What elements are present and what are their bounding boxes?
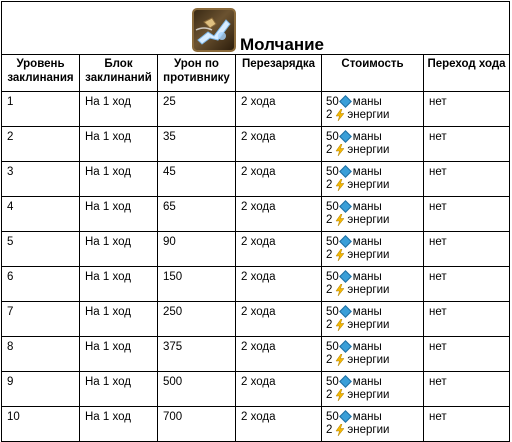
header-block: Блок заклинаний <box>80 55 158 92</box>
cell-level: 7 <box>2 302 80 337</box>
lightning-icon <box>335 389 345 401</box>
cell-block: На 1 ход <box>80 267 158 302</box>
cell-damage: 90 <box>158 232 236 267</box>
header-turn: Переход хода <box>424 55 510 92</box>
energy-value: 2 <box>326 353 333 366</box>
energy-cost <box>326 248 423 261</box>
table-row <box>2 127 510 162</box>
cell-level: 8 <box>2 337 80 372</box>
energy-label: энергии <box>347 143 390 156</box>
mana-value: 50 <box>326 305 339 318</box>
energy-cost <box>326 318 423 331</box>
cell-cost <box>322 407 424 442</box>
cell-damage: 150 <box>158 267 236 302</box>
cell-block: На 1 ход <box>80 372 158 407</box>
mana-cost <box>326 375 423 388</box>
mana-cost <box>326 95 423 108</box>
mana-crystal-icon <box>339 200 352 213</box>
mana-crystal-icon <box>339 270 352 283</box>
mana-cost <box>326 305 423 318</box>
cell-damage: 375 <box>158 337 236 372</box>
table-row <box>2 232 510 267</box>
mana-cost <box>326 200 423 213</box>
cell-cost <box>322 197 424 232</box>
cell-cost <box>322 337 424 372</box>
cell-turn: нет <box>424 407 510 442</box>
mana-value: 50 <box>326 340 339 353</box>
energy-value: 2 <box>326 213 333 226</box>
energy-value: 2 <box>326 423 333 436</box>
mana-label: маны <box>352 235 382 248</box>
mana-value: 50 <box>326 235 339 248</box>
cell-cost <box>322 232 424 267</box>
mana-cost <box>326 165 423 178</box>
cell-block: На 1 ход <box>80 162 158 197</box>
cell-damage: 700 <box>158 407 236 442</box>
cell-turn: нет <box>424 92 510 127</box>
mana-label: маны <box>352 340 382 353</box>
cell-level: 9 <box>2 372 80 407</box>
header-row <box>2 55 510 92</box>
energy-value: 2 <box>326 388 333 401</box>
mana-label: маны <box>352 130 382 143</box>
mana-label: маны <box>352 165 382 178</box>
cell-block: На 1 ход <box>80 337 158 372</box>
mana-crystal-icon <box>339 340 352 353</box>
cell-level: 10 <box>2 407 80 442</box>
mana-crystal-icon <box>339 375 352 388</box>
cell-turn: нет <box>424 197 510 232</box>
mana-crystal-icon <box>339 305 352 318</box>
cell-turn: нет <box>424 232 510 267</box>
cell-turn: нет <box>424 302 510 337</box>
energy-label: энергии <box>347 423 390 436</box>
cell-level: 2 <box>2 127 80 162</box>
cell-cost <box>322 127 424 162</box>
cell-level: 3 <box>2 162 80 197</box>
cell-turn: нет <box>424 162 510 197</box>
cell-cooldown: 2 хода <box>236 337 322 372</box>
cell-block: На 1 ход <box>80 407 158 442</box>
energy-value: 2 <box>326 248 333 261</box>
mana-label: маны <box>352 200 382 213</box>
cell-cooldown: 2 хода <box>236 92 322 127</box>
header-cost: Стоимость <box>322 55 424 92</box>
silence-spell-icon <box>192 8 236 52</box>
cell-cooldown: 2 хода <box>236 302 322 337</box>
energy-cost <box>326 108 423 121</box>
mana-cost <box>326 340 423 353</box>
energy-cost <box>326 388 423 401</box>
cell-cost <box>322 92 424 127</box>
cell-cooldown: 2 хода <box>236 127 322 162</box>
mana-cost <box>326 270 423 283</box>
cell-level: 1 <box>2 92 80 127</box>
cell-damage: 65 <box>158 197 236 232</box>
lightning-icon <box>335 284 345 296</box>
mana-value: 50 <box>326 200 339 213</box>
cell-cooldown: 2 хода <box>236 407 322 442</box>
mana-cost <box>326 410 423 423</box>
energy-cost <box>326 353 423 366</box>
energy-value: 2 <box>326 318 333 331</box>
cell-cost <box>322 372 424 407</box>
energy-label: энергии <box>347 318 390 331</box>
energy-value: 2 <box>326 108 333 121</box>
energy-value: 2 <box>326 178 333 191</box>
lightning-icon <box>335 319 345 331</box>
table-row <box>2 162 510 197</box>
cell-block: На 1 ход <box>80 197 158 232</box>
energy-value: 2 <box>326 283 333 296</box>
energy-cost <box>326 213 423 226</box>
header-level: Уровень заклинания <box>2 55 80 92</box>
mana-label: маны <box>352 375 382 388</box>
mana-crystal-icon <box>339 130 352 143</box>
lightning-icon <box>335 214 345 226</box>
cell-turn: нет <box>424 127 510 162</box>
mana-value: 50 <box>326 95 339 108</box>
header-damage: Урон по противнику <box>158 55 236 92</box>
cell-level: 4 <box>2 197 80 232</box>
spell-title <box>192 4 324 54</box>
lightning-icon <box>335 354 345 366</box>
cell-block: На 1 ход <box>80 92 158 127</box>
table-row <box>2 337 510 372</box>
cell-cost <box>322 267 424 302</box>
cell-cost <box>322 162 424 197</box>
cell-turn: нет <box>424 267 510 302</box>
cell-turn: нет <box>424 372 510 407</box>
mana-label: маны <box>352 95 382 108</box>
cell-cooldown: 2 хода <box>236 232 322 267</box>
mana-value: 50 <box>326 270 339 283</box>
cell-level: 6 <box>2 267 80 302</box>
energy-label: энергии <box>347 248 390 261</box>
energy-label: энергии <box>347 178 390 191</box>
table-row <box>2 407 510 442</box>
title-cell <box>2 2 510 55</box>
title-row <box>2 2 510 55</box>
energy-label: энергии <box>347 353 390 366</box>
energy-cost <box>326 143 423 156</box>
cell-cooldown: 2 хода <box>236 162 322 197</box>
mana-value: 50 <box>326 375 339 388</box>
header-cooldown: Перезарядка <box>236 55 322 92</box>
cell-damage: 35 <box>158 127 236 162</box>
cell-block: На 1 ход <box>80 127 158 162</box>
cell-cost <box>322 302 424 337</box>
cell-damage: 500 <box>158 372 236 407</box>
mana-label: маны <box>352 305 382 318</box>
table-row <box>2 302 510 337</box>
energy-label: энергии <box>347 108 390 121</box>
cell-block: На 1 ход <box>80 232 158 267</box>
energy-cost <box>326 423 423 436</box>
energy-cost <box>326 283 423 296</box>
mana-value: 50 <box>326 410 339 423</box>
spell-table <box>1 1 510 442</box>
table-body <box>2 92 510 442</box>
mana-crystal-icon <box>339 95 352 108</box>
mana-crystal-icon <box>339 410 352 423</box>
cell-level: 5 <box>2 232 80 267</box>
cell-turn: нет <box>424 337 510 372</box>
mana-value: 50 <box>326 165 339 178</box>
table-row <box>2 92 510 127</box>
cell-block: На 1 ход <box>80 302 158 337</box>
cell-cooldown: 2 хода <box>236 197 322 232</box>
lightning-icon <box>335 424 345 436</box>
cell-cooldown: 2 хода <box>236 267 322 302</box>
page-title: Молчание <box>240 35 324 54</box>
lightning-icon <box>335 249 345 261</box>
table-row <box>2 197 510 232</box>
mana-cost <box>326 130 423 143</box>
lightning-icon <box>335 179 345 191</box>
mana-crystal-icon <box>339 235 352 248</box>
energy-cost <box>326 178 423 191</box>
energy-value: 2 <box>326 143 333 156</box>
cell-cooldown: 2 хода <box>236 372 322 407</box>
mana-label: маны <box>352 410 382 423</box>
mana-cost <box>326 235 423 248</box>
lightning-icon <box>335 109 345 121</box>
table-row <box>2 267 510 302</box>
mana-crystal-icon <box>339 165 352 178</box>
mana-label: маны <box>352 270 382 283</box>
energy-label: энергии <box>347 388 390 401</box>
mana-value: 50 <box>326 130 339 143</box>
cell-damage: 45 <box>158 162 236 197</box>
lightning-icon <box>335 144 345 156</box>
energy-label: энергии <box>347 213 390 226</box>
table-row <box>2 372 510 407</box>
cell-damage: 250 <box>158 302 236 337</box>
energy-label: энергии <box>347 283 390 296</box>
cell-damage: 25 <box>158 92 236 127</box>
